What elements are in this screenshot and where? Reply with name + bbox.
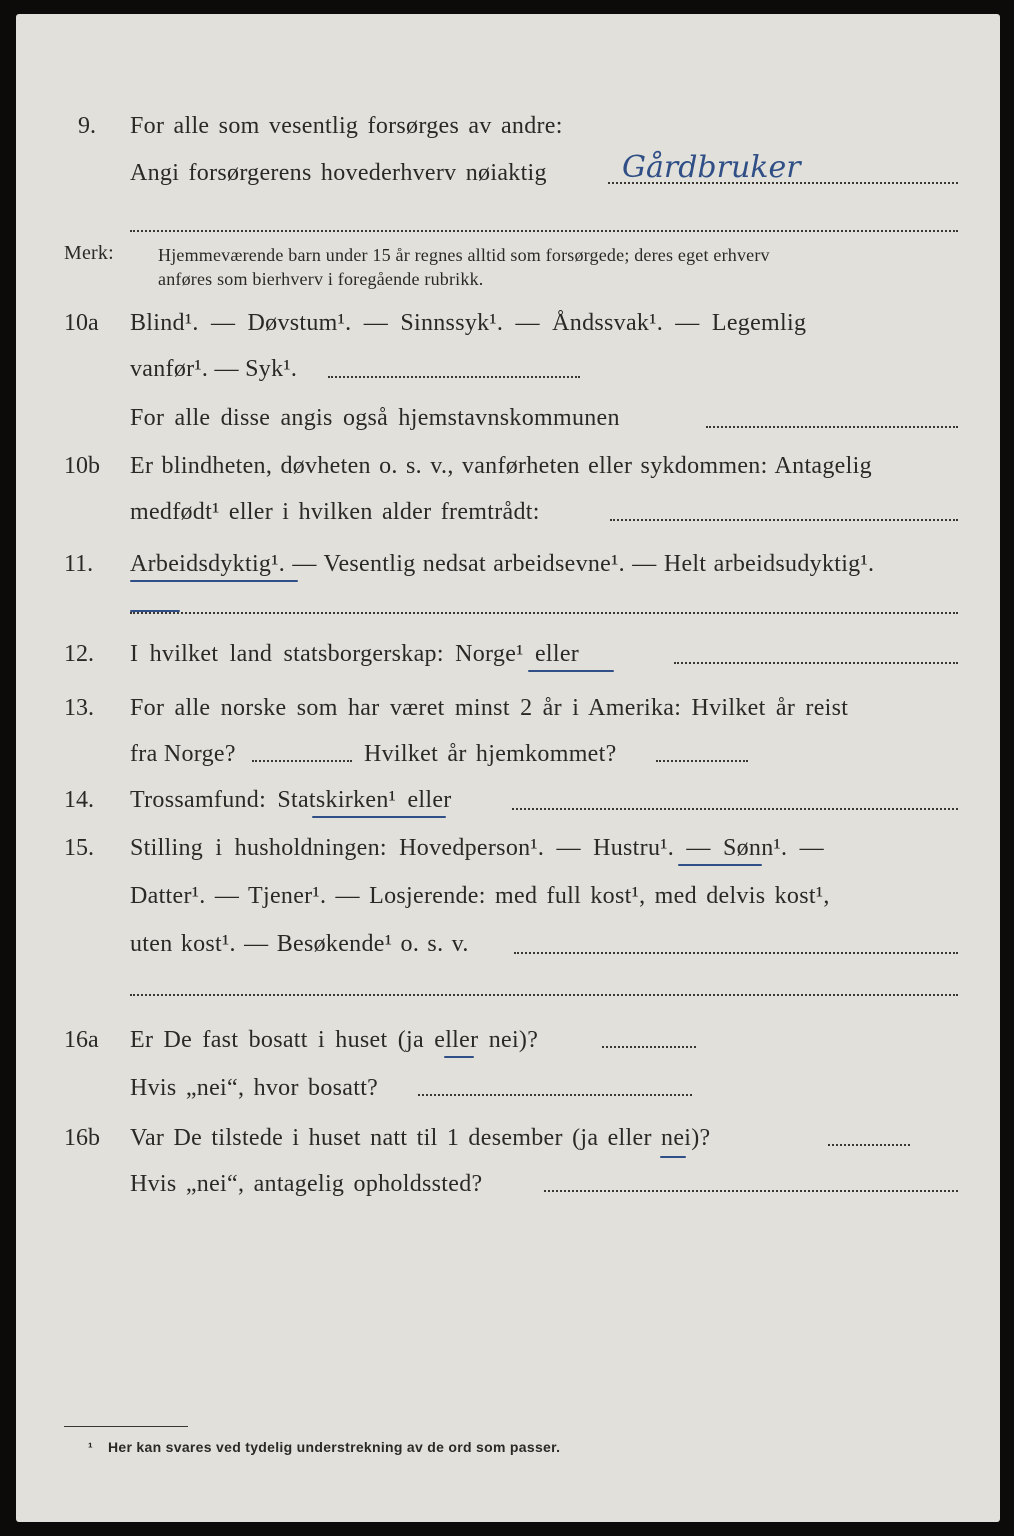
q16a-ja-underline [444,1056,474,1058]
q15-hustru-underline [678,864,762,866]
q9-extra-line [130,230,958,232]
q10b-line2: medfødt¹ eller i hvilken alder fremtrådt: [130,499,540,525]
q10a-line2: vanfør¹. — Syk¹. [130,356,298,382]
q15-line2: Datter¹. — Tjener¹. — Losjerende: med full kost¹, med delvis kost¹, [130,883,830,909]
q10a-number: 10a [64,310,99,336]
q9-line2: Angi forsørgerens hovederhverv nøiaktig [130,160,547,186]
q16b-number: 16b [64,1125,100,1151]
census-form-page [16,14,1000,1522]
q16a-bosatt-line [418,1094,692,1096]
q13-line1: For alle norske som har været minst 2 år i Amerika: Hvilket år reist [130,695,849,721]
q15-number: 15. [64,835,94,861]
q11-number: 11. [64,551,94,577]
q16b-opholdssted-line [544,1190,958,1192]
merk-line1: Hjemmeværende barn under 15 år regnes alltid som forsørgede; deres eget erhverv [158,245,770,265]
q13-reist-line [252,760,352,762]
q9-line1: For alle som vesentlig forsørges av andre: [130,113,563,139]
q11-arbeidsdyktig-underline [130,580,298,582]
q15-line3: uten kost¹. — Besøkende¹ o. s. v. [130,931,469,957]
q16b-line1: Var De tilstede i huset natt til 1 desember (ja eller nei)? [130,1125,711,1151]
q9-number: 9. [78,113,96,139]
q10a-hjemstavn-line [706,426,958,428]
q16a-answer-line [602,1046,696,1048]
q11-line1: Arbeidsdyktig¹. — Vesentlig nedsat arbeidsevne¹. — Helt arbeidsudyktig¹. [130,551,875,577]
q11-handwritten-mark [130,610,180,612]
merk-line2: anføres som bierhverv i foregående rubrikk. [158,269,484,289]
q12-answer-line [674,662,958,664]
q10b-answer-line [610,519,958,521]
q15-extra-line [130,994,958,996]
q16a-number: 16a [64,1027,99,1053]
q16a-line1: Er De fast bosatt i huset (ja eller nei)? [130,1027,539,1053]
q14-answer-line [512,808,958,810]
q11-extra-line [130,612,958,614]
q9-answer-line [608,182,958,184]
q13-hjemkommet-line [656,760,748,762]
merk-label: Merk: [64,242,114,264]
q15-answer-line [514,952,958,954]
q16b-ja-underline [660,1156,686,1158]
q13-line2a: fra Norge? [130,741,236,767]
q12-line1: I hvilket land statsborgerskap: Norge¹ eller [130,641,580,667]
q16a-line2: Hvis „nei“, hvor bosatt? [130,1075,379,1101]
q10b-line1: Er blindheten, døvheten o. s. v., vanførheten eller sykdommen: Antagelig [130,453,872,479]
q15-line1: Stilling i husholdningen: Hovedperson¹. — Hustru¹. — Sønn¹. — [130,835,824,861]
q16b-answer-line [828,1144,910,1146]
footnote-text: Her kan svares ved tydelig understrekning av de ord som passer. [108,1439,561,1455]
q14-number: 14. [64,787,94,813]
q13-line2b: Hvilket år hjemkommet? [364,741,617,767]
q12-number: 12. [64,641,94,667]
q14-line1: Trossamfund: Statskirken¹ eller [130,787,452,813]
footnote-rule [64,1426,188,1427]
q13-number: 13. [64,695,94,721]
q10a-line3: For alle disse angis også hjemstavnskommunen [130,405,620,431]
q16b-line2: Hvis „nei“, antagelig opholdssted? [130,1171,483,1197]
footnote-mark: ¹ [88,1439,93,1455]
q9-handwritten-answer: Gårdbruker [622,150,801,185]
q10a-line1: Blind¹. — Døvstum¹. — Sinnssyk¹. — Åndssvak¹. — Legemlig [130,310,807,336]
q10b-number: 10b [64,453,100,479]
q10a-syk-line [328,376,580,378]
q12-norge-underline [528,670,614,672]
q14-statskirken-underline [312,816,446,818]
